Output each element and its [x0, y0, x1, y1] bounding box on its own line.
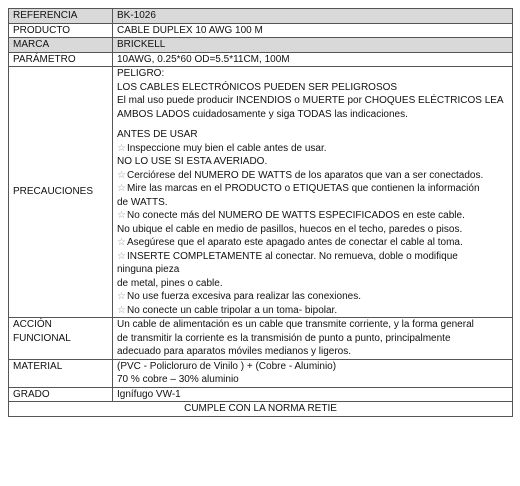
precaution-line	[117, 209, 508, 223]
marca-label: MARCA	[9, 38, 113, 53]
precaution-text: Cerciórese del NUMERO DE WATTS de los aparatos que van a ser conectados.	[126, 169, 484, 181]
precaution-line	[117, 250, 508, 264]
precaution-text: No use fuerza excesiva para realizar las conexiones.	[126, 291, 361, 302]
material-text	[113, 359, 513, 387]
precaution-text: de metal, pines o cable.	[117, 277, 223, 289]
precaution-text: ninguna pieza	[117, 264, 180, 275]
star-icon: ☆	[117, 304, 126, 316]
accion-funcional-label	[9, 318, 113, 360]
row-producto	[9, 23, 513, 38]
precaution-text: AMBOS LADOS cuidadosamente y siga TODAS las indicaciones.	[117, 108, 408, 120]
row-footer	[9, 402, 513, 417]
star-icon: ☆	[117, 183, 126, 194]
accion-line: de transmitir la corriente es la transmisión de punto a punto, principalmente	[117, 332, 451, 344]
row-marca	[9, 38, 513, 53]
row-parametro	[9, 52, 513, 67]
producto-label: PRODUCTO	[9, 23, 113, 38]
precaution-line	[117, 290, 508, 304]
grado-label: GRADO	[9, 387, 113, 402]
precaution-line	[117, 142, 508, 156]
accion-label-line1: ACCIÓN	[13, 319, 52, 330]
precaution-line	[117, 182, 508, 196]
precauciones-label: PRECAUCIONES	[9, 67, 113, 318]
row-referencia	[9, 9, 513, 24]
precaution-text: NO LO USE SI ESTA AVERIADO.	[117, 156, 268, 167]
precaution-line	[117, 263, 508, 277]
precaution-text: PELIGRO:	[117, 68, 165, 79]
spec-table	[8, 8, 513, 417]
precaution-text: No ubique el cable en medio de pasillos, huecos en el techo, paredes o pisos.	[117, 223, 463, 235]
precauciones-text	[113, 67, 513, 318]
precaution-text: Inspeccione muy bien el cable antes de usar.	[126, 142, 327, 154]
star-icon: ☆	[117, 169, 126, 181]
referencia-value: BK-1026	[113, 9, 513, 24]
material-line: (PVC - Policloruro de Vinilo ) + (Cobre - Aluminio)	[117, 360, 337, 372]
precaution-line	[117, 67, 508, 81]
precaution-text: Mire las marcas en el PRODUCTO o ETIQUETAS que contienen la información	[126, 183, 480, 194]
accion-label-line2: FUNCIONAL	[13, 332, 71, 344]
accion-line: Un cable de alimentación es un cable que transmite corriente, y la forma general	[117, 319, 474, 330]
accion-funcional-text	[113, 318, 513, 360]
row-grado	[9, 387, 513, 402]
precaution-line	[117, 236, 508, 250]
precaution-text: No conecte más del NUMERO DE WATTS ESPECIFICADOS en este cable.	[126, 210, 465, 221]
precaution-line	[117, 304, 508, 318]
parametro-label: PARÁMETRO	[9, 52, 113, 67]
precaution-text: de WATTS.	[117, 196, 168, 208]
precaution-line	[117, 196, 508, 210]
star-icon: ☆	[117, 210, 126, 221]
star-icon: ☆	[117, 237, 126, 248]
precaution-line	[117, 155, 508, 169]
parametro-value: 10AWG, 0.25*60 OD=5.5*11CM, 100M	[113, 52, 513, 67]
marca-value: BRICKELL	[113, 38, 513, 53]
precaution-line	[117, 94, 508, 108]
precaution-line	[117, 108, 508, 122]
referencia-label: REFERENCIA	[9, 9, 113, 24]
precaution-line	[117, 128, 508, 142]
row-material	[9, 359, 513, 387]
star-icon: ☆	[117, 291, 126, 302]
precaution-text: Asegúrese que el aparato este apagado antes de conectar el cable al toma.	[126, 237, 463, 248]
precaution-line	[117, 169, 508, 183]
blank-line	[117, 121, 508, 128]
precaution-line	[117, 223, 508, 237]
precaution-line	[117, 277, 508, 291]
material-label: MATERIAL	[9, 359, 113, 387]
grado-value: Ignífugo VW-1	[113, 387, 513, 402]
accion-line: adecuado para aparatos móviles medianos y ligeros.	[117, 346, 352, 357]
norma-footer: CUMPLE CON LA NORMA RETIE	[9, 402, 513, 417]
producto-value: CABLE DUPLEX 10 AWG 100 M	[113, 23, 513, 38]
precaution-text: LOS CABLES ELECTRÓNICOS PUEDEN SER PELIGROSOS	[117, 81, 398, 93]
material-line: 70 % cobre – 30% aluminio	[117, 374, 239, 385]
star-icon: ☆	[117, 250, 126, 262]
row-precauciones	[9, 67, 513, 318]
precaution-text: El mal uso puede producir INCENDIOS o MUERTE por CHOQUES ELÉCTRICOS LEA	[117, 95, 504, 106]
precaution-line	[117, 81, 508, 95]
row-accion-funcional	[9, 318, 513, 360]
precaution-text: INSERTE COMPLETAMENTE al conectar. No remueva, doble o modifique	[126, 250, 458, 262]
star-icon: ☆	[117, 142, 126, 154]
precaution-text: No conecte un cable tripolar a un toma- bipolar.	[126, 304, 338, 316]
precaution-text: ANTES DE USAR	[117, 129, 198, 140]
